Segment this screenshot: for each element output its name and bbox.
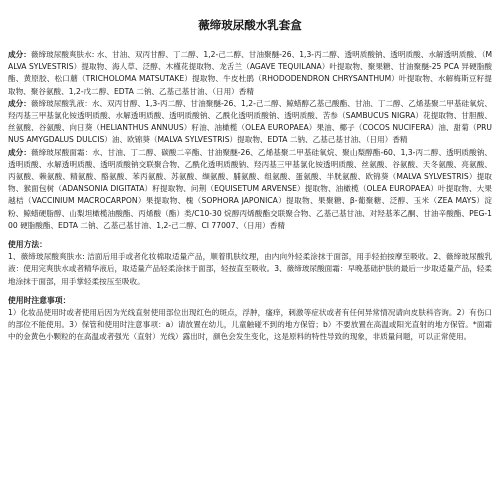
ingredients-label: 成分： — [8, 50, 31, 59]
ingredients-emulsion — [8, 98, 492, 147]
usage-text: 1、薇缔玻尿酸爽肤水: 洁面后用手或者化妆棉取适量产品，顺着肌肤纹理，由内向外轻柔涂抹于面部，用手轻拍按摩至吸收。2、薇缔玻尿酸乳液：使用完爽肤水或者精华液后，取适量产品轻柔涂抹于面部，轻按直至吸收。3、薇缔玻尿酸面霜：早晚基础护肤的最后一步取适量产品，轻柔地涂抹于面部，用手掌轻柔按压至吸收。 — [8, 252, 492, 286]
ingredients-text: 薇缔玻尿酸面霜：水、甘油、丁二醇、碳酸二辛酯、甘油聚醚-26、乙烯基聚二甲基硅氧烷、聚山梨醇酯-60、1,3-丙二醇、透明质酸钠、透明质酸、水解透明质酸、透明质酸钠交联聚合物、乙酰化透明质酸钠、羟丙基三甲基氯化铵透明质酸、丝氨酸、谷氨酸、天冬氨酸、亮氨酸、丙氨酸、赖氨酸、精氨酸、酪氨酸、苯丙氨酸、苏氨酸、缬氨酸、脯氨酸、组氨酸、蛋氨酸、半胱氨酸、欧锦葵（MALVA SYLVESTRIS）提取物、猴面包树（ADANSONIA DIGITATA）籽提取物、问荆（EQUISETUM ARVENSE）提取物、油橄榄（OLEA EUROPAEA）叶提取物、大果越桔（VACCINIUM MACROCARPON）果提取物、槐（SOPHORA JAPONICA）提取物、果聚糖、β-葡聚糖、泛醇、玉米（ZEA MAYS）淀粉、鲸蜡硬脂醇、山梨坦橄榄油酸酯、丙烯酸（酯）类/C10-30 烷醇丙烯酸酯交联聚合物、乙基己基甘油、对羟基苯乙酮、甘油辛酸酯、PEG-100 硬脂酸酯、EDTA 二钠、乙基己基甘油、1,2-己二醇、CI 77007、（日用）香精 — [8, 147, 492, 230]
caution-heading: 使用时注意事项： — [8, 295, 71, 305]
ingredients-cream — [8, 147, 492, 232]
usage-heading: 使用方法： — [8, 240, 47, 250]
caution-text: 1）化妆品使用时或者使用后因为光线直射使用部位出现红色的斑点，浮肿，瘙痒，刺激等症状或者有任何异常情况请向皮肤科咨询。2）有伤口的部位不能使用。3）保管和使用时注意事项：a）请放置在幼儿，儿童触碰不到的地方保管；b）不要放置在高温或阳光直射的地方保管。*面霜中的金黄色小颗粒的在高温或者强光（直射）光线）露出时，颜色会发生变化，这是原料的特性导致的现象，非质量问题，可以正常使用。 — [8, 308, 492, 342]
ingredients-toner — [8, 49, 492, 98]
ingredients-text: 薇缔玻尿酸爽肤水: 水、甘油、双丙甘醇、丁二醇、1,2-己二醇、甘油聚醚-26、1,3-丙二醇、透明质酸钠、透明质酸、水解透明质酸、（MALVA SYLVESTRIS）提取物、海人草、泛醇、木槿花提取物、龙舌兰（AGAVE TEQUILANA）叶提取物、聚果糖、甘油聚醚-25 PCA 异硬脂酸酯、黄原胶、松口蘑（TRICHOLOMA MATSUTAKE）提取物、牛皮杜鹃（RHODODENDRON CHRYSANTHUM）叶提取物、水解梅斯豆籽提取物、聚谷氨酸、1,2-戊二醇、EDTA 二钠、乙基己基甘油、（日用）香精 — [8, 50, 492, 96]
ingredients-label: 成分： — [8, 147, 31, 157]
ingredients-text: 薇缔玻尿酸乳液：水、双丙甘醇、1,3-丙二醇、甘油聚醚-26、1,2-己二醇、鲸蜡醇乙基己酸酯、甘油、丁二醇、乙烯基聚二甲基硅氧烷、羟丙基三甲基氯化铵透明质酸、水解透明质酸、透明质酸钠、乙酰化透明质酸钠、透明质酸、苦参（SAMBUCUS NIGRA）花提取物、甘胆酸、丝氨酸、谷氨酸、向日葵（HELIANTHUS ANNUUS）籽油、油橄榄（OLEA EUROPAEA）果油、椰子（COCOS NUCIFERA）油、甜菊（PRUNUS AMYGDALUS DULCIS）油、欧锦葵（MALVA SYLVESTRIS）提取物、EDTA 二钠、乙基己基甘油、（日用）香精 — [8, 98, 492, 145]
document-title: 薇缔玻尿酸水乳套盒 — [198, 18, 302, 32]
ingredients-label: 成分： — [8, 98, 31, 108]
